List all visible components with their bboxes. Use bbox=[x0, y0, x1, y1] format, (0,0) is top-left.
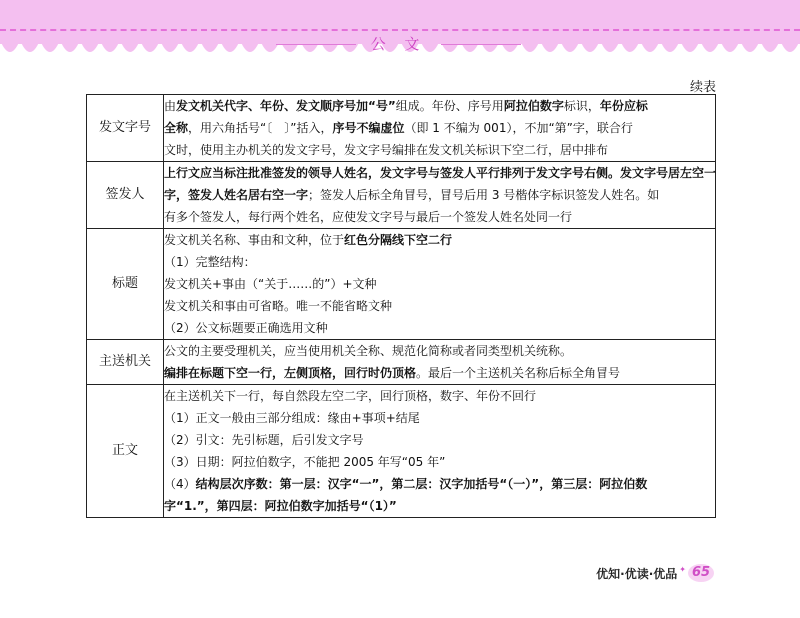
content-line: 字“1.”，第四层：阿拉伯数字加括号“（1）” bbox=[164, 499, 397, 513]
table-row bbox=[87, 162, 716, 229]
content-line: （3）日期：阿拉伯数字，不能把 2005 年写“05 年” bbox=[164, 455, 446, 469]
footer-brand: 优知·优读·优品 bbox=[596, 566, 678, 581]
header-rule-left bbox=[276, 44, 356, 45]
row-label: 正文 bbox=[87, 385, 164, 518]
table-row bbox=[87, 95, 716, 162]
header-rule-right bbox=[441, 44, 521, 45]
content-line: 文时，使用主办机关的发文字号，发文字号编排在发文机关标识下空二行，居中排布 bbox=[164, 143, 609, 157]
row-content bbox=[164, 385, 716, 518]
table-row bbox=[87, 229, 716, 340]
row-label: 签发人 bbox=[87, 162, 164, 229]
content-line: （1）完整结构： bbox=[164, 255, 256, 269]
row-content bbox=[164, 162, 716, 229]
content-line: 有多个签发人，每行两个姓名，应使发文字号与最后一个签发人姓名处同一行 bbox=[164, 210, 573, 224]
section-header bbox=[0, 33, 800, 53]
page-number: 65 bbox=[688, 564, 714, 582]
content-line: 发文机关和事由可省略。唯一不能省略文种 bbox=[164, 299, 393, 313]
star-icon: ✦ bbox=[679, 564, 686, 574]
content-line: 全称，用六角括号“〔 〕”括入，序号不编虚位（即 1 不编为 001），不加“第”字，联合行 bbox=[164, 121, 633, 135]
content-line: 字，签发人姓名居右空一字；签发人后标全角冒号，冒号后用 3 号楷体字标识签发人姓名。如 bbox=[164, 188, 660, 202]
content-line: 在主送机关下一行，每自然段左空二字，回行顶格，数字、年份不回行 bbox=[164, 389, 537, 403]
table-row bbox=[87, 340, 716, 385]
content-line: 由发文机关代字、年份、发文顺序号加“号”组成。年份、序号用阿拉伯数字标识，年份应标 bbox=[164, 99, 648, 113]
content-line: 上行文应当标注批准签发的领导人姓名，发文字号与签发人平行排列于发文字号右侧。发文字号居左空一 bbox=[164, 166, 717, 180]
row-content bbox=[164, 95, 716, 162]
official-document-table bbox=[86, 94, 716, 518]
content-line: （2）引文：先引标题，后引发文字号 bbox=[164, 433, 364, 447]
row-label: 主送机关 bbox=[87, 340, 164, 385]
table-body bbox=[87, 95, 716, 518]
section-title: 公 文 bbox=[370, 35, 427, 53]
content-line: （2）公文标题要正确选用文种 bbox=[164, 321, 328, 335]
row-label: 发文字号 bbox=[87, 95, 164, 162]
content-line: （4）结构层次序数：第一层：汉字“一”，第二层：汉字加括号“（一）”，第三层：阿拉伯数 bbox=[164, 477, 648, 491]
page-footer bbox=[596, 562, 714, 584]
row-label: 标题 bbox=[87, 229, 164, 340]
content-line: （1）正文一般由三部分组成：缘由+事项+结尾 bbox=[164, 411, 420, 425]
row-content bbox=[164, 340, 716, 385]
stitch-line bbox=[0, 29, 800, 31]
content-line: 编排在标题下空一行，左侧顶格，回行时仍顶格。最后一个主送机关名称后标全角冒号 bbox=[164, 366, 621, 380]
continued-label: 续表 bbox=[689, 80, 716, 95]
content-line: 发文机关名称、事由和文种，位于红色分隔线下空二行 bbox=[164, 233, 453, 247]
content-line: 公文的主要受理机关，应当使用机关全称、规范化简称或者同类型机关统称。 bbox=[164, 344, 573, 358]
content-line: 发文机关+事由（“关于……的”）+文种 bbox=[164, 277, 377, 291]
table-row bbox=[87, 385, 716, 518]
row-content bbox=[164, 229, 716, 340]
